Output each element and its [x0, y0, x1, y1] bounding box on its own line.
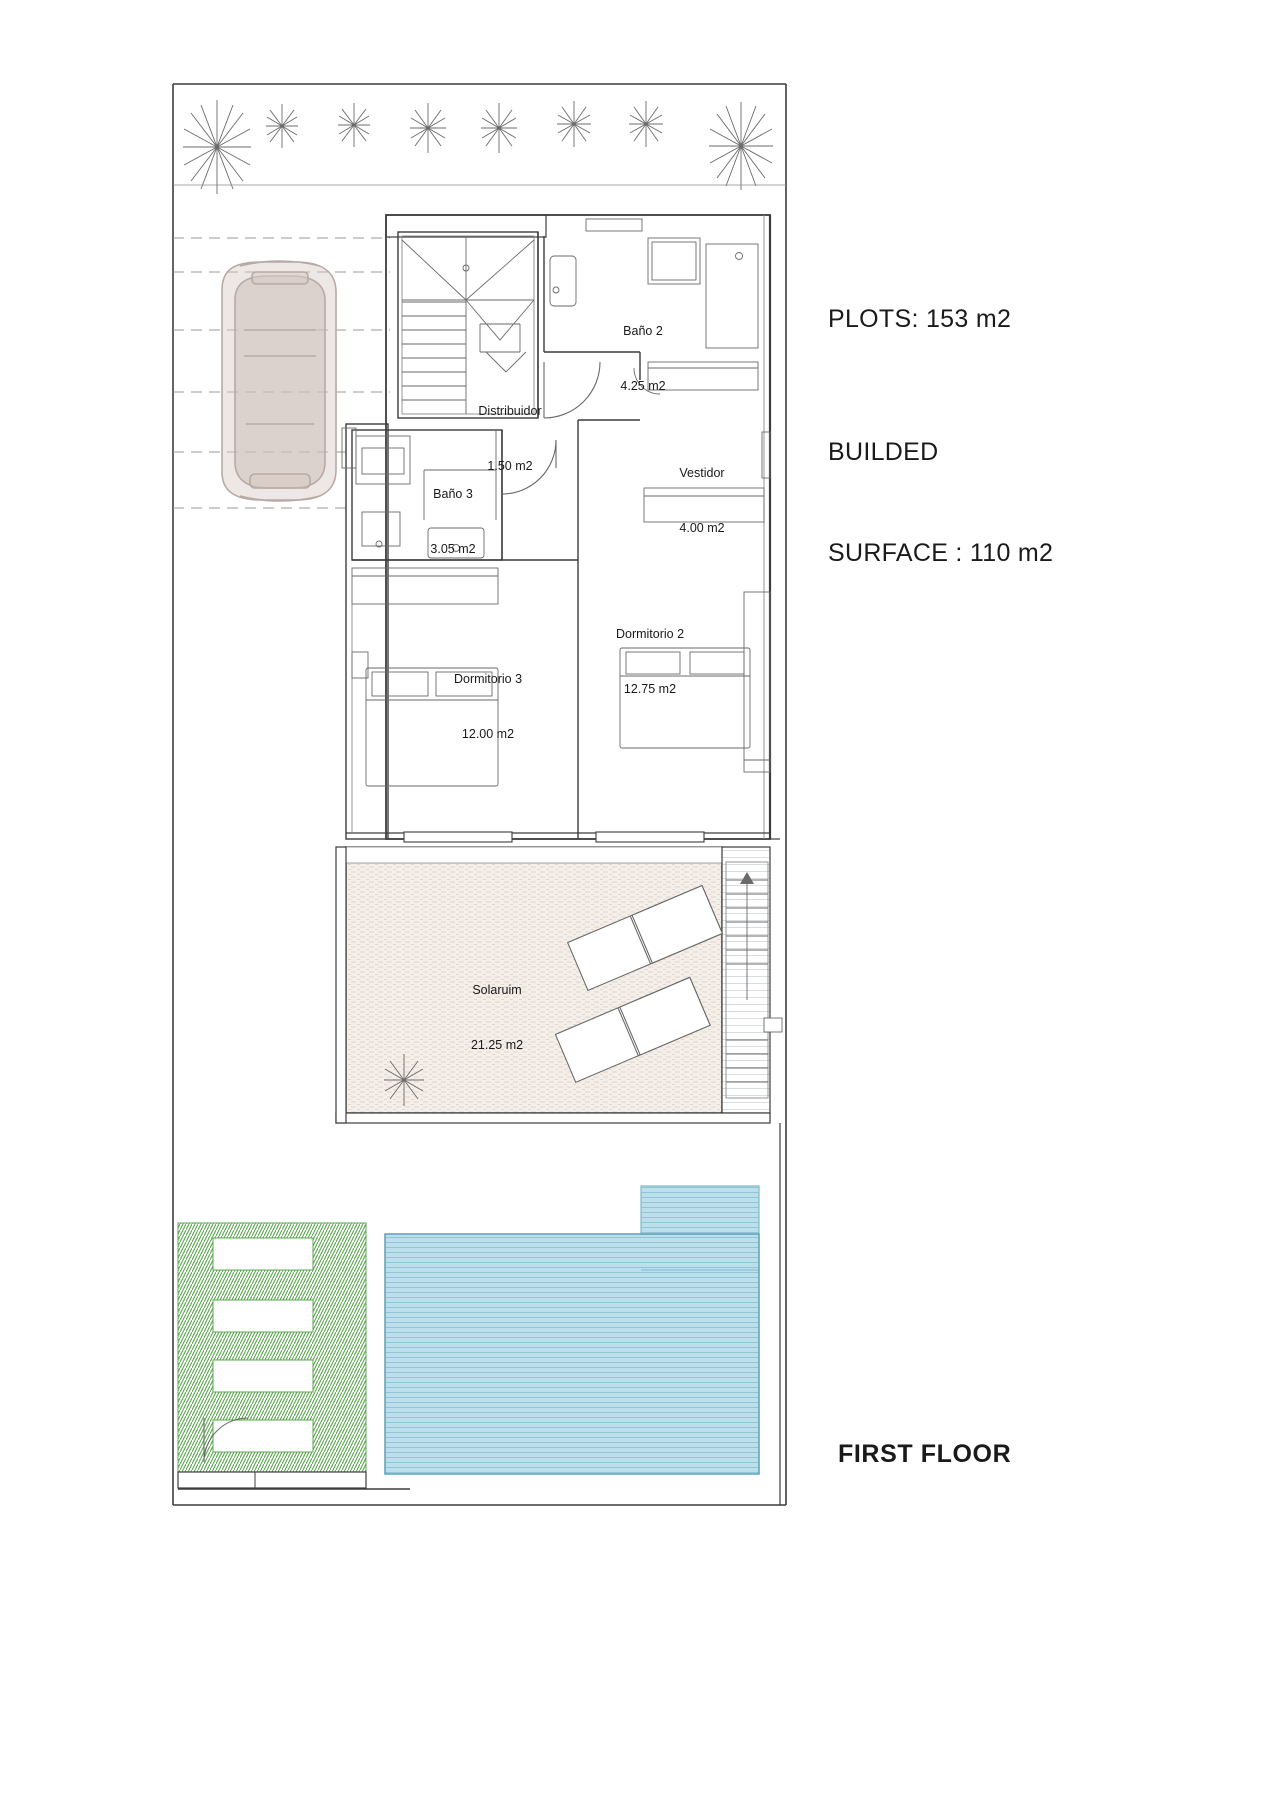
room-label-dormitorio2 — [616, 589, 684, 734]
room-area: 12.00 m2 — [461, 726, 515, 741]
room-label-bano2 — [620, 286, 665, 431]
plots-area-note: PLOTS: 153 m2 — [828, 305, 1012, 333]
room-name: Vestidor — [679, 466, 725, 481]
builded-surface-line1: BUILDED — [828, 437, 939, 466]
room-label-distribuidor — [478, 366, 541, 511]
grass-area — [178, 1223, 410, 1489]
planting-row — [173, 100, 786, 194]
room-name: Solaruim — [472, 983, 522, 998]
builded-surface-line2: SURFACE : 110 m2 — [828, 538, 1054, 567]
room-area: 21.25 m2 — [470, 1037, 524, 1052]
room-name: Baño 2 — [623, 324, 663, 339]
room-area: 12.75 m2 — [623, 681, 677, 696]
room-area: 1.50 m2 — [487, 458, 533, 473]
room-area: 3.05 m2 — [430, 541, 476, 556]
room-name: Dormitorio 3 — [453, 672, 523, 687]
side-boundary — [770, 839, 780, 1505]
room-label-solarium — [471, 945, 523, 1090]
builded-surface-note — [828, 368, 1053, 638]
room-label-vestidor — [679, 428, 724, 573]
room-label-bano3 — [430, 449, 475, 594]
parked-car — [222, 261, 336, 501]
floor-title: FIRST FLOOR — [838, 1440, 1012, 1468]
room-name: Baño 3 — [433, 487, 473, 502]
room-label-dormitorio3 — [454, 634, 522, 779]
room-name: Dormitorio 2 — [615, 627, 685, 642]
room-area: 4.25 m2 — [620, 378, 666, 393]
room-name: Distribuidor — [478, 404, 542, 419]
swimming-pool — [385, 1186, 759, 1474]
room-area: 4.00 m2 — [679, 520, 725, 535]
